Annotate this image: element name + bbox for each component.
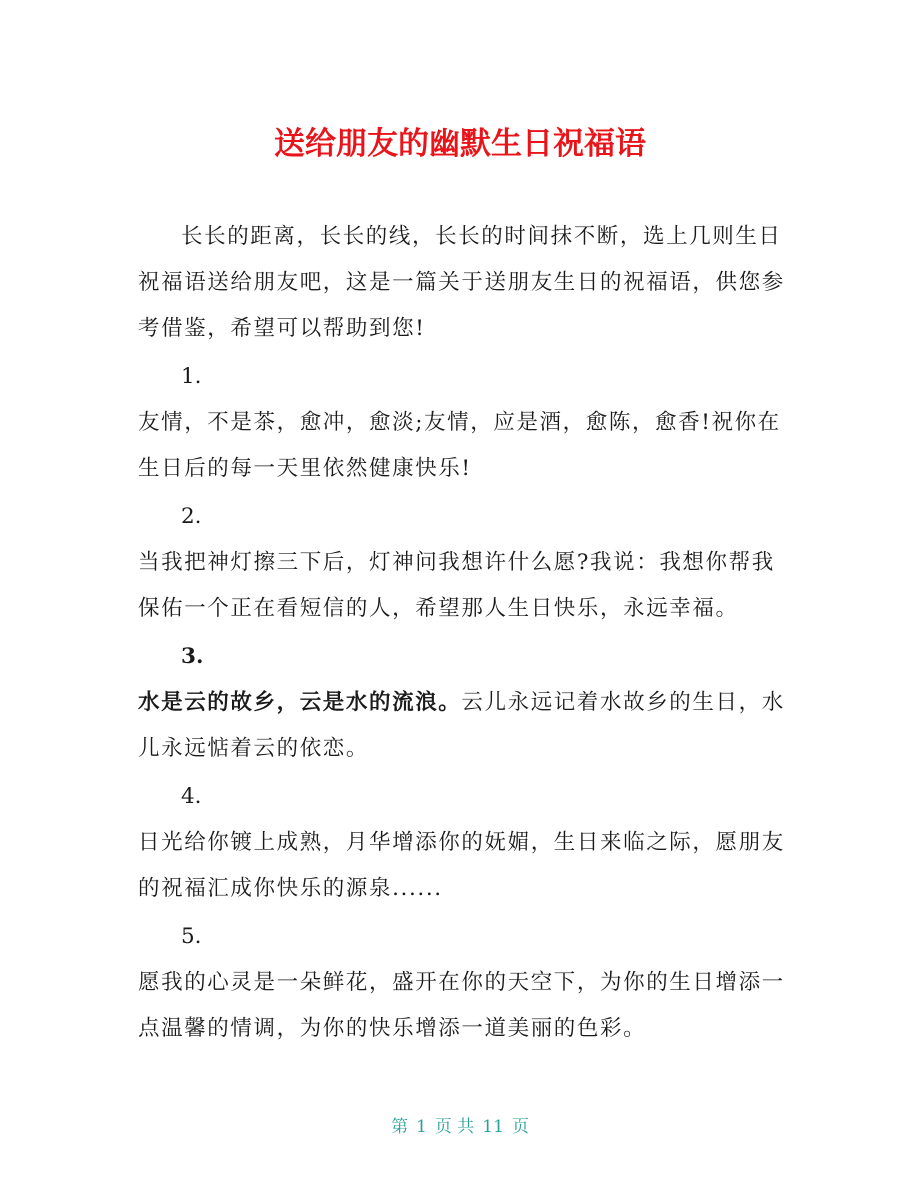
entry-number: 3. [181,644,204,669]
document-title: 送给朋友的幽默生日祝福语 [274,126,646,162]
list-item [138,354,790,492]
entry-rest-text: 云儿永远记着水故乡的生日，水儿永远惦着云的依恋。 [138,690,785,761]
page-label-suffix: 页 [511,1117,529,1137]
entry-number: 2. [181,504,202,529]
page-label-mid: 页 共 [434,1117,475,1137]
list-item [138,774,790,912]
total-pages-number: 11 [482,1117,504,1137]
list-item [138,914,790,1052]
intro-paragraph: 长长的距离，长长的线，长长的时间抹不断，选上几则生日祝福语送给朋友吧，这是一篇关于送朋友生日的祝福语，供您参考借鉴，希望可以帮助到您! [138,224,785,341]
list-item [138,494,790,632]
page-label-prefix: 第 [391,1117,409,1137]
entry-text: 日光给你镀上成熟，月华增添你的妩媚，生日来临之际，愿朋友的祝福汇成你快乐的源泉...... [138,830,785,901]
entry-number: 4. [181,784,202,809]
entry-text: 愿我的心灵是一朵鲜花，盛开在你的天空下，为你的生日增添一点温馨的情调，为你的快乐增添一道美丽的色彩。 [138,970,785,1041]
current-page-number: 1 [416,1117,427,1137]
document-body [138,214,790,1054]
entry-text: 友情，不是茶，愈冲，愈淡;友情，应是酒，愈陈，愈香!祝你在生日后的每一天里依然健康快乐! [138,410,781,481]
entry-number: 1. [181,364,202,389]
entry-text [138,680,790,772]
page-footer [0,1112,920,1137]
entry-number: 5. [181,924,202,949]
list-item [138,634,790,772]
entry-bold-text: 水是云的故乡，云是水的流浪。 [138,690,462,715]
entry-text: 当我把神灯擦三下后，灯神问我想许什么愿?我说：我想你帮我保佑一个正在看短信的人，希望那人生日快乐，永远幸福。 [138,550,775,621]
